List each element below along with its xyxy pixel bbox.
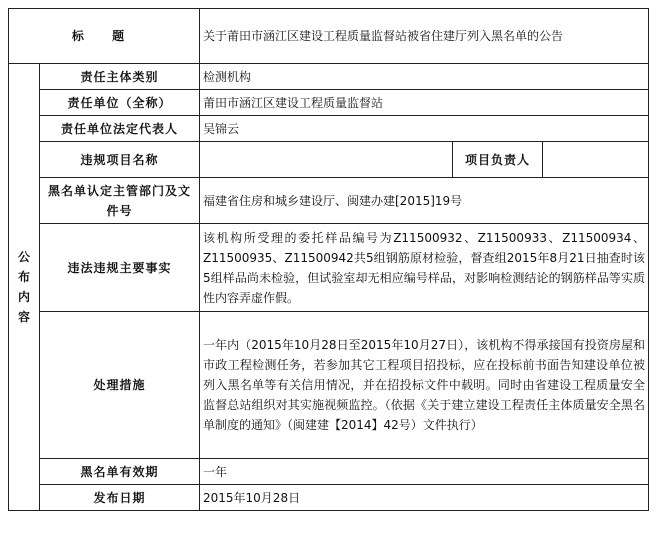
section-char-1: 公 [17,250,30,264]
project-manager-value [543,142,649,178]
measures-row [9,312,649,459]
publish-date-row [9,485,649,511]
measures-label: 处理措施 [40,312,200,459]
validity-row [9,459,649,485]
authority-document-value: 福建省住房和城乡建设厅、闽建办建[2015]19号 [200,178,649,224]
violation-facts-row [9,224,649,312]
authority-document-row [9,178,649,224]
publish-date-value: 2015年10月28日 [200,485,649,511]
subject-type-value: 检测机构 [200,64,649,90]
validity-label: 黑名单有效期 [40,459,200,485]
measures-value: 一年内（2015年10月28日至2015年10月27日），该机构不得承接国有投资房屋和市政工程检测任务，若参加其它工程项目招投标，应在投标前书面告知建设单位被列入黑名单等有关信用情况，并在招投标文件中载明。同时由省建设工程质量安全监督总站组织对其实施视频监控。（依据《关于建立建设工程责任主体质量安全黑名单制度的通知》（闽建建【2014】42号）文件执行） [200,312,649,459]
title-value: 关于莆田市涵江区建设工程质量监督站被省住建厅列入黑名单的公告 [200,9,649,64]
authority-document-label: 黑名单认定主管部门及文件号 [40,178,200,224]
section-char-3: 内 [17,290,30,304]
legal-representative-row [9,116,649,142]
violation-facts-label: 违法违规主要事实 [40,224,200,312]
violation-project-value [200,142,453,178]
responsible-unit-label: 责任单位（全称） [40,90,200,116]
section-char-4: 容 [17,310,30,324]
violation-project-label: 违规项目名称 [40,142,200,178]
responsible-unit-value: 莆田市涵江区建设工程质量监督站 [200,90,649,116]
legal-representative-value: 吴锦云 [200,116,649,142]
subject-type-label: 责任主体类别 [40,64,200,90]
blacklist-record-table [8,8,649,511]
legal-representative-label: 责任单位法定代表人 [40,116,200,142]
responsible-unit-row [9,90,649,116]
section-char-2: 布 [17,270,30,284]
title-label: 标 题 [9,9,200,64]
violation-project-row [9,142,649,178]
project-manager-label: 项目负责人 [453,142,543,178]
violation-facts-value: 该机构所受理的委托样品编号为Z11500932、Z11500933、Z11500934、Z11500935、Z11500942共5组钢筋原材检验，督查组2015年8月21日抽查时该5组样品尚未检验，但试验室却无相应编号样品，对影响检测结论的钢筋样品等实质性内容弄虚作假。 [200,224,649,312]
title-row [9,9,649,64]
publish-content-section-label [9,64,40,511]
subject-type-row [9,64,649,90]
validity-value: 一年 [200,459,649,485]
publish-date-label: 发布日期 [40,485,200,511]
